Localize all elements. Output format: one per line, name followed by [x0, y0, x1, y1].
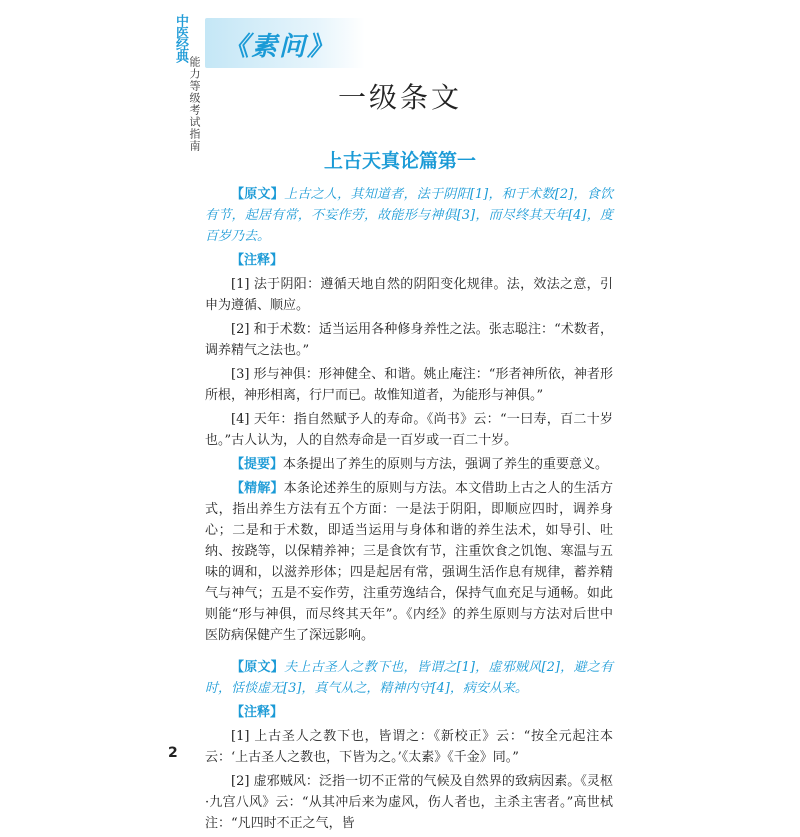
original-content: 上古之人，其知道者，法于阴阳[1]，和于术数[2]，食饮有节，起居有常，不妄作劳，故能形与神俱[3]，而尽终其天年[4]，度百岁乃去。 [205, 187, 613, 244]
section-gap [205, 649, 613, 657]
summary-label: 【提要】 [231, 457, 284, 472]
notes-heading-2: 【注释】 [231, 705, 284, 720]
chapter-banner [205, 18, 365, 68]
analysis-label: 【精解】 [231, 481, 284, 496]
analysis [205, 478, 613, 646]
page-number: 2 [168, 745, 178, 761]
note-item: [1] 法于阴阳：遵循天地自然的阴阳变化规律。法，效法之意，引申为遵循、顺应。 [205, 277, 613, 313]
series-logo: 中医经典 [173, 14, 188, 62]
summary [205, 454, 613, 475]
summary-text: 本条提出了养生的原则与方法，强调了养生的重要意义。 [283, 457, 609, 472]
original-content: 夫上古圣人之教下也，皆谓之[1]，虚邪贼风[2]，避之有时，恬惔虚无[3]，真气从之，精神内守[4]，病安从来。 [205, 660, 613, 696]
original-text-2 [205, 657, 613, 699]
chapter-subheading: 上古天真论篇第一 [323, 150, 476, 172]
note-item: [4] 天年：指自然赋予人的寿命。《尚书》云：“一曰寿，百二十岁也。”古人认为，人的自然寿命是一百岁或一百二十岁。 [205, 412, 613, 448]
original-label: 【原文】 [231, 187, 285, 202]
original-text-1 [205, 184, 613, 247]
note-item: [3] 形与神俱：形神健全、和谐。姚止庵注：“形者神所依，神者形所根，神形相离，行尸而已。故惟知道者，为能形与神俱。” [205, 367, 613, 403]
body-text [205, 184, 613, 837]
original-label: 【原文】 [231, 660, 285, 675]
notes-heading-1: 【注释】 [231, 253, 284, 268]
note-item: [1] 上古圣人之教下也，皆谓之：《新校正》云：“按全元起注本云：‘上古圣人之教也，下皆为之。’《太素》《千金》同。” [205, 729, 613, 765]
analysis-text: 本条论述养生的原则与方法。本文借助上古之人的生活方式，指出养生方法有五个方面：一是法于阴阳，即顺应四时，调养身心；二是和于术数，即适当运用与身体和谐的养生法术，如导引、吐纳、按跷等，以保精养神；三是食饮有节，注重饮食之饥饱、寒温与五味的调和，以滋养形体；四是起居有常，强调生活作息有规律，蓄养精气与神气；五是不妄作劳，注重劳逸结合，保持气血充足与通畅。如此则能“形与神俱，而尽终其天年”。《内经》的养生原则与方法对后世中医防病保健产生了深远影响。 [205, 481, 613, 643]
note-item: [2] 虚邪贼风：泛指一切不正常的气候及自然界的致病因素。《灵枢·九宫八风》云：“从其冲后来为虚风，伤人者也，主杀主害者。”高世栻注：“凡四时不正之气，皆 [205, 774, 613, 831]
book-title-vertical: 能力等级考试指南 [188, 56, 201, 152]
note-item: [2] 和于术数：适当运用各种修身养性之法。张志聪注：“术数者，调养精气之法也。” [205, 322, 613, 358]
section-heading: 一级条文 [337, 81, 462, 114]
banner-title: 《素问》 [223, 32, 336, 62]
